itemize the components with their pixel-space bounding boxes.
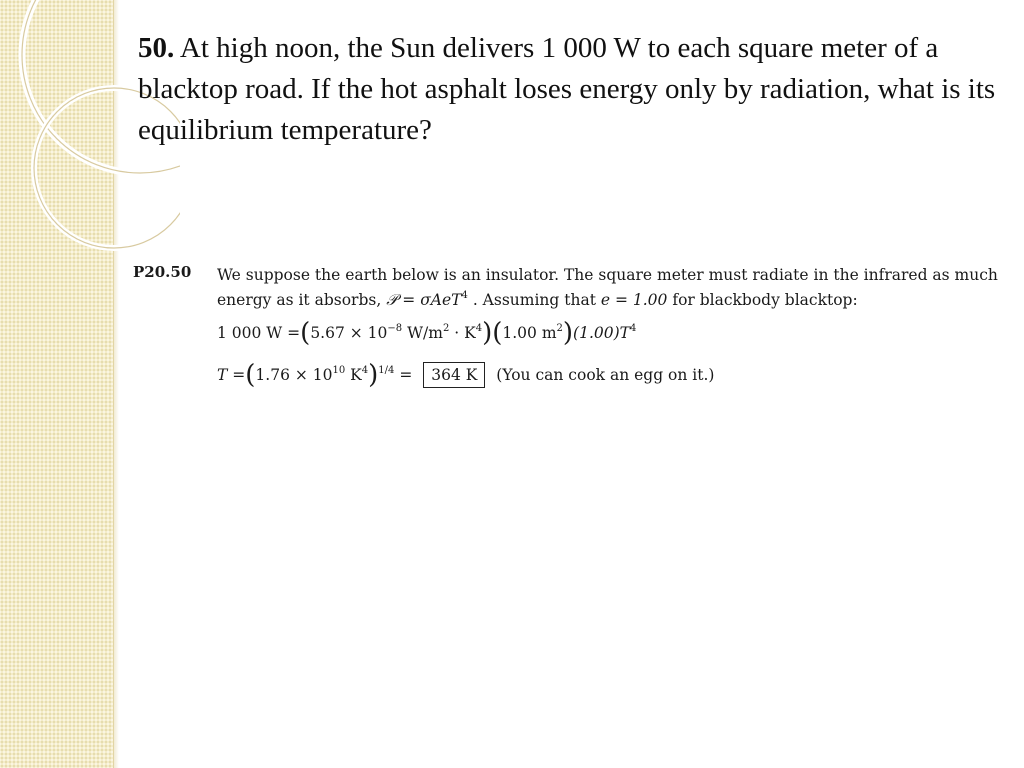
solution-line-2: [217, 288, 1022, 313]
solution-line-2-mid: . Assuming that: [472, 291, 596, 309]
solution-body: [217, 263, 1022, 391]
problem-statement: [138, 28, 998, 151]
power-formula: 𝒫 = σAeT: [386, 291, 462, 309]
eq2-coef-exponent: 10: [332, 365, 346, 376]
eq1-tail-exponent: 4: [630, 323, 637, 334]
eq1-area-exponent: 2: [556, 323, 563, 334]
eq1-coef-exponent: −8: [387, 323, 403, 334]
solution-line-2-post: for blackbody blacktop:: [672, 291, 858, 309]
solution-line-1: [217, 263, 1022, 288]
problem-text: At high noon, the Sun delivers 1 000 W to each square meter of a blacktop road. If the hot asphalt loses energy only by radiation, what is its equilibrium temperature?: [138, 32, 996, 146]
equation-1: [217, 317, 1022, 349]
eq2-coef: 1.76 × 10: [255, 366, 333, 384]
solution-label: P20.50: [133, 263, 192, 281]
paren-open: (: [300, 318, 311, 348]
eq1-unit-a-exponent: 2: [442, 323, 450, 334]
solution-line-2-pre: energy as it absorbs,: [217, 291, 382, 309]
paren-close: ): [482, 318, 493, 348]
equation-2: [217, 359, 1022, 391]
eq2-root-exponent: 1/4: [378, 365, 395, 376]
eq1-area: 1.00 m: [502, 324, 557, 342]
eq2-comment: (You can cook an egg on it.): [496, 366, 715, 384]
eq1-unit-a: W/m: [407, 324, 443, 342]
answer-box: 364 K: [423, 362, 485, 388]
solution-line-1-text: We suppose the earth below is an insulator. The square meter must radiate in the infrared as much: [217, 266, 998, 284]
paren-close-3: ): [368, 360, 379, 390]
eq1-tail: (1.00)T: [573, 324, 630, 342]
power-formula-exponent: 4: [461, 290, 468, 301]
paren-open-3: (: [245, 360, 256, 390]
eq1-coef: 5.67 × 10: [310, 324, 388, 342]
eq1-unit-b: · K: [454, 324, 476, 342]
eq2-lhs: T =: [217, 366, 246, 384]
paren-open-2: (: [492, 318, 503, 348]
eq1-lhs: 1 000 W =: [217, 324, 301, 342]
eq2-unit-exponent: 4: [361, 365, 369, 376]
eq1-unit-b-exponent: 4: [475, 323, 483, 334]
eq2-unit: K: [350, 366, 362, 384]
paren-close-2: ): [562, 318, 574, 348]
problem-number: 50.: [138, 32, 175, 64]
emissivity-value: e = 1.00: [600, 291, 668, 309]
eq2-equals: =: [399, 366, 413, 384]
